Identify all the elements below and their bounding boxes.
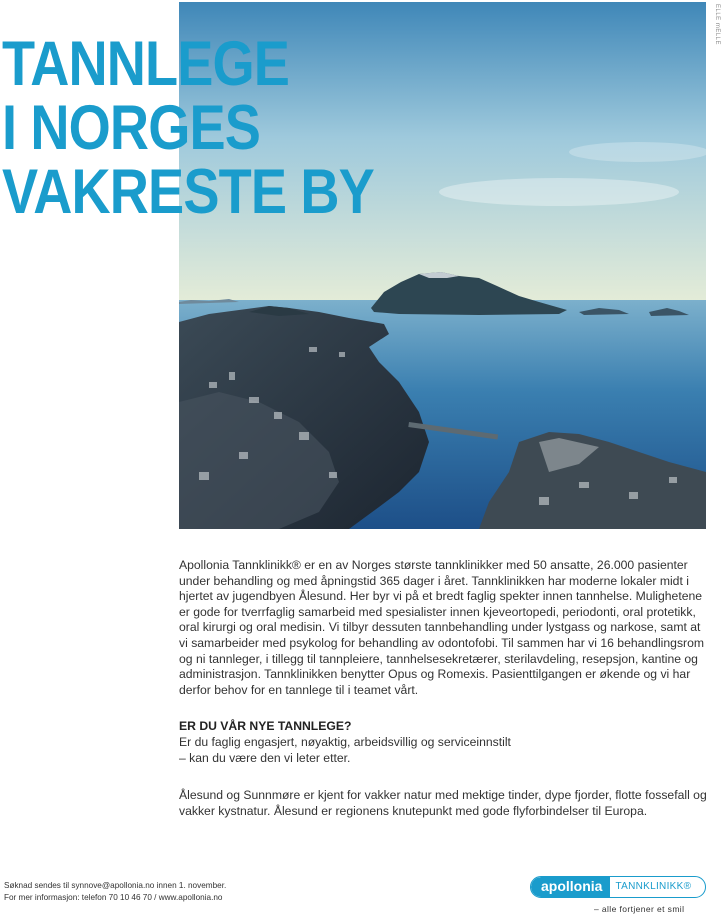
contact-line-apply: Søknad sendes til synnove@apollonia.no innen 1. november. (4, 881, 227, 890)
headline-line-3: VAKRESTE BY (2, 157, 374, 227)
apollonia-logo (530, 876, 706, 898)
question-line-1: Er du faglig engasjert, nøyaktig, arbeidsvillig og serviceinnstilt (179, 734, 511, 749)
logo-name: apollonia (531, 877, 610, 897)
contact-info (4, 880, 226, 904)
logo-slogan: – alle fortjener et smil (594, 904, 685, 914)
intro-paragraph: Apollonia Tannklinikk® er en av Norges største tannklinikker med 50 ansatte, 26.000 pasienter under behandling og med åpningstid 365 dager i året. Tannklinikken har moderne lokaler midt i hjertet av jugendbyen Ålesund. Her byr vi på et bredt faglig spekter innen tannhelse. Mulighetene er gode for tverrfaglig samarbeid med spesialister innen kjeveortopedi, periodonti, oral protetikk, oral kirurgi og oral medisin. Vi tilbyr dessuten tannbehandling under lystgass og narkose, samt at vi samarbeider med psykolog for behandling av odontofobi. Til sammen har vi 16 behandlingsrom og ni tannleger, i tillegg til tannpleiere, tannhelsesekretærer, sterilavdeling, resepsjon, kantine og administrasjon. Tannklinikken benytter Opus og Romexis. Pasienttilgangen er økende og vi har derfor behov for en tannlege til i teamet vårt. (179, 558, 705, 697)
headline-line-1: TANNLEGE (2, 29, 290, 99)
region-paragraph: Ålesund og Sunnmøre er kjent for vakker natur med mektige tinder, dype fjorder, flotte fossefall og vakker kystnatur. Ålesund er regionens knutepunkt med gode flyforbindelser til Europa. (179, 788, 707, 818)
headline (2, 29, 374, 227)
question-heading: ER DU VÅR NYE TANNLEGE? (179, 719, 352, 734)
job-description (179, 558, 712, 819)
photo-credit: ELLE mELLE (714, 4, 720, 46)
headline-line-2: I NORGES (2, 93, 261, 163)
question-line-2: – kan du være den vi leter etter. (179, 750, 351, 765)
logo-suffix: TANNKLINIKK® (615, 881, 692, 892)
contact-line-info: For mer informasjon: telefon 70 10 46 70 / www.apollonia.no (4, 893, 223, 902)
